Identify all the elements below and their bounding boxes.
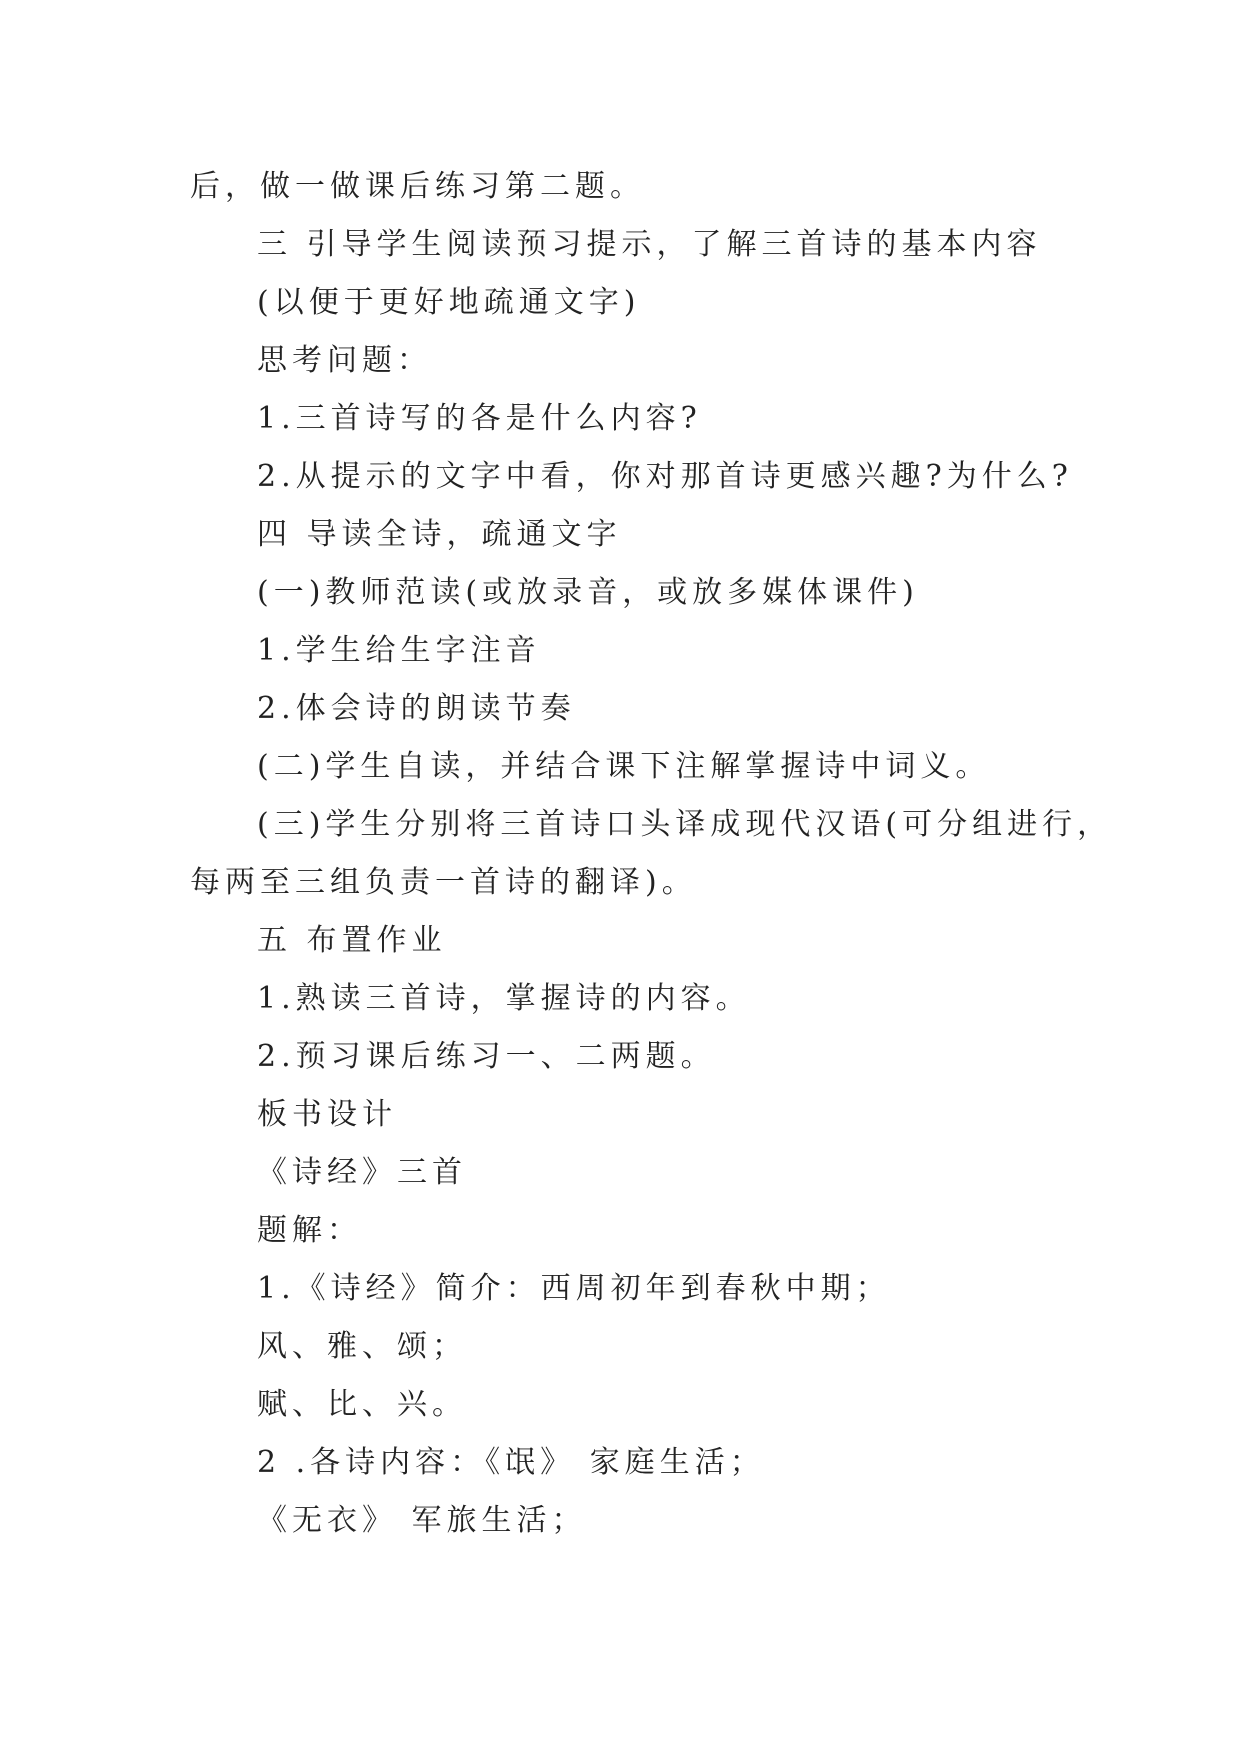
text-line: 《无衣》 军旅生活； <box>257 1503 587 1538</box>
text-line: 每两至三组负责一首诗的翻译)。 <box>190 865 697 900</box>
text-line: 赋、比、兴。 <box>257 1387 467 1422</box>
list-item: 2.从提示的文字中看，你对那首诗更感兴趣?为什么? <box>257 459 1073 494</box>
text-line: (一)教师范读(或放录音，或放多媒体课件) <box>257 575 919 610</box>
document-body <box>190 158 1113 1550</box>
list-item: 2.体会诗的朗读节奏 <box>257 691 576 726</box>
list-item: 1.学生给生字注音 <box>257 633 541 668</box>
text-line: 思考问题： <box>257 343 432 378</box>
section-heading: 五 布置作业 <box>257 923 447 958</box>
section-heading: 三 引导学生阅读预习提示，了解三首诗的基本内容 <box>257 227 1042 262</box>
text-line: (二)学生自读，并结合课下注解掌握诗中词义。 <box>257 749 991 784</box>
text-line: (以便于更好地疏通文字) <box>257 285 641 320</box>
text-line: 风、雅、颂； <box>257 1329 467 1364</box>
text-line: 后，做一做课后练习第二题。 <box>190 169 645 204</box>
section-heading: 板书设计 <box>257 1097 397 1132</box>
list-item: 2 .各诗内容：《氓》 家庭生活； <box>257 1445 765 1480</box>
text-line: 题解： <box>257 1213 362 1248</box>
section-heading: 四 导读全诗，疏通文字 <box>257 517 622 552</box>
text-line: 《诗经》三首 <box>257 1155 467 1190</box>
list-item: 1.三首诗写的各是什么内容? <box>257 401 702 436</box>
list-item: 2.预习课后练习一、二两题。 <box>257 1039 716 1074</box>
list-item: 1.熟读三首诗，掌握诗的内容。 <box>257 981 751 1016</box>
list-item: 1.《诗经》简介：西周初年到春秋中期； <box>257 1271 891 1306</box>
text-line: (三)学生分别将三首诗口头译成现代汉语(可分组进行， <box>257 807 1113 842</box>
